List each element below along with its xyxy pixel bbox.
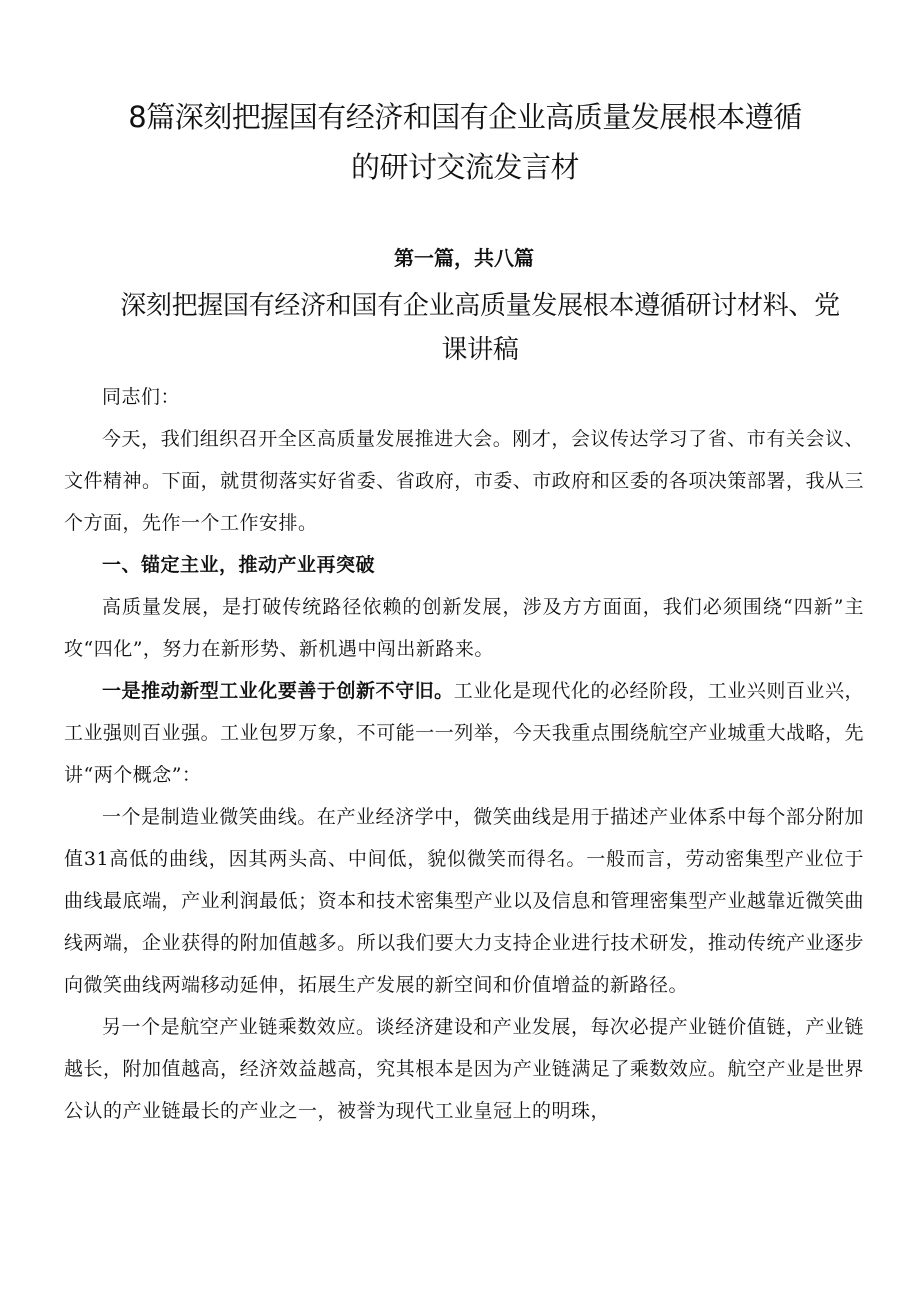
- heading-one: 一、锚定主业，推动产业再突破: [102, 554, 376, 576]
- section-title-line-2: 课讲稿: [441, 335, 519, 365]
- document-title: [100, 92, 830, 192]
- first-point-text: 工业化是现代化的必经阶段，工业兴则百业兴，工业强则百业强。工业包罗万象，不可能一一列举，今天我重点围绕航空产业城重大战略，先讲“两个概念”：: [64, 680, 864, 786]
- part-label: 第一篇，共八篇: [394, 246, 534, 270]
- section-title-line-1: 深刻把握国有经济和国有企业高质量发展根本遵循研讨材料、党: [120, 291, 840, 321]
- document-body: [64, 376, 864, 1132]
- paragraph-aviation-chain: 另一个是航空产业链乘数效应。谈经济建设和产业发展，每次必提产业链价值链，产业链越长，附加值越高，经济效益越高，究其根本是因为产业链满足了乘数效应。航空产业是世界公认的产业链最长的产业之一，被誉为现代工业皇冠上的明珠，: [64, 1016, 864, 1122]
- paragraph-first-point: [64, 670, 864, 796]
- first-point-lead: 一是推动新型工业化要善于创新不守旧。: [102, 680, 454, 702]
- greeting: 同志们：: [102, 386, 181, 408]
- section-title: [100, 284, 860, 372]
- paragraph-smile-curve: 一个是制造业微笑曲线。在产业经济学中，微笑曲线是用于描述产业体系中每个部分附加值31高低的曲线，因其两头高、中间低，貌似微笑而得名。一般而言，劳动密集型产业位于曲线最底端，产业利润最低；资本和技术密集型产业以及信息和管理密集型产业越靠近微笑曲线两端，企业获得的附加值越多。所以我们要大力支持企业进行技术研发，推动传统产业逐步向微笑曲线两端移动延伸，拓展生产发展的新空间和价值增益的新路径。: [64, 806, 864, 996]
- document-title-line-1: 8篇深刻把握国有经济和国有企业高质量发展根本遵循: [128, 100, 802, 134]
- paragraph-intro: 今天，我们组织召开全区高质量发展推进大会。刚才，会议传达学习了省、市有关会议、文件精神。下面，就贯彻落实好省委、省政府，市委、市政府和区委的各项决策部署，我从三个方面，先作一个工作安排。: [64, 428, 864, 534]
- paragraph-quality-development: 高质量发展，是打破传统路径依赖的创新发展，涉及方方面面，我们必须围绕“四新”主攻“四化”，努力在新形势、新机遇中闯出新路来。: [64, 596, 864, 660]
- document-title-line-2: 的研讨交流发言材: [350, 150, 579, 184]
